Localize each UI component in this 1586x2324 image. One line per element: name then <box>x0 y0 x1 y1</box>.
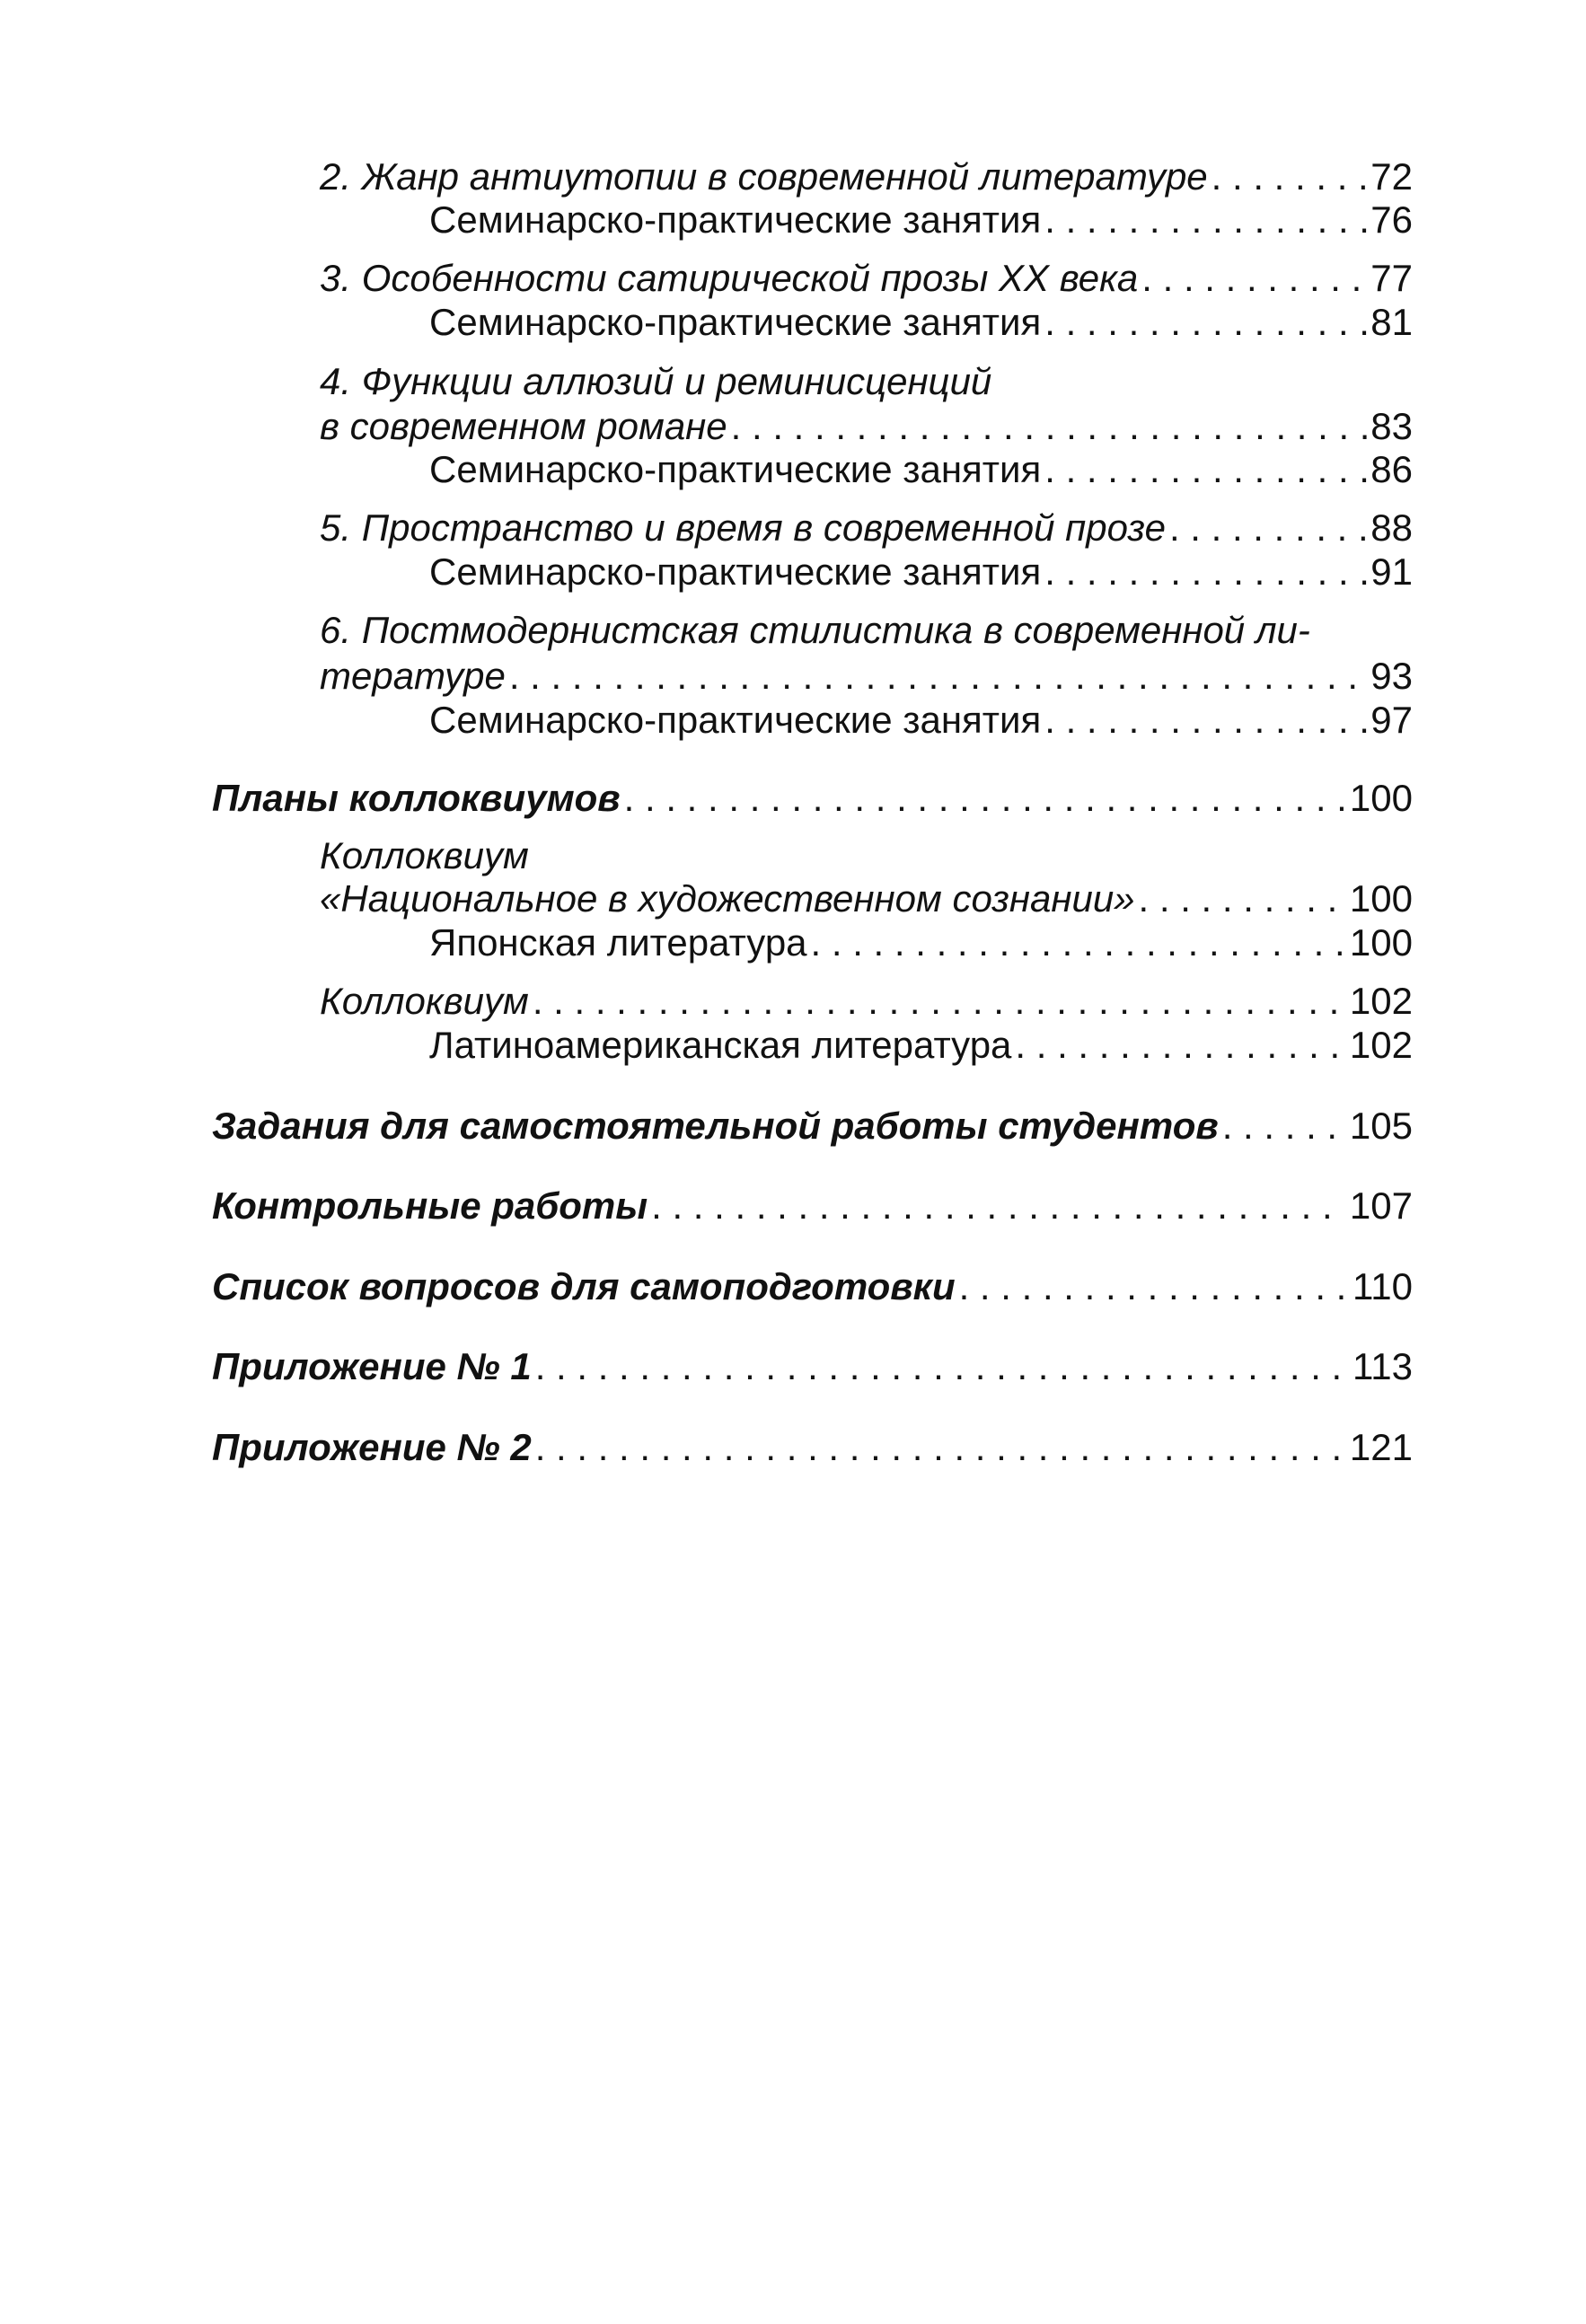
toc-entry-colloquium-1[interactable] <box>320 876 1413 921</box>
toc-entry-label: 3. Особенности сатирической прозы XX века <box>320 257 1139 299</box>
toc-entry-label: Приложение № 1 <box>212 1345 532 1387</box>
toc-page-number: 107 <box>1349 1184 1413 1227</box>
leader-dots <box>731 404 1368 449</box>
toc-entry-appendix-2[interactable] <box>212 1425 1413 1470</box>
toc-entry-colloquium-2-sub[interactable] <box>429 1023 1413 1068</box>
toc-page-number: 100 <box>1349 921 1413 964</box>
leader-dots <box>1044 198 1367 242</box>
toc-page-number: 81 <box>1370 301 1413 343</box>
leader-dots <box>509 654 1367 699</box>
toc-entry-label: Контрольные работы <box>212 1184 648 1227</box>
toc-entry-label: Список вопросов для самоподготовки <box>212 1265 956 1307</box>
leader-dots <box>959 1264 1349 1309</box>
toc-entry-self-study-questions[interactable] <box>212 1264 1413 1309</box>
toc-page-number: 77 <box>1370 257 1413 299</box>
leader-dots <box>1044 698 1367 743</box>
toc-page-number: 100 <box>1349 777 1413 819</box>
toc-entry-independent-work[interactable] <box>212 1104 1413 1149</box>
leader-dots <box>1141 256 1367 301</box>
toc-entry-label: Коллоквиум <box>320 980 529 1022</box>
toc-entry-label: Планы коллоквиумов <box>212 777 621 819</box>
toc-page-number: 102 <box>1349 980 1413 1022</box>
toc-entry-chapter-4-seminar[interactable] <box>429 447 1413 492</box>
leader-dots <box>1139 876 1346 921</box>
toc-page-number: 91 <box>1370 550 1413 593</box>
toc-entry-chapter-5-seminar[interactable] <box>429 550 1413 594</box>
toc-page-number: 88 <box>1370 506 1413 549</box>
toc-page-number: 105 <box>1349 1105 1413 1147</box>
toc-page-number: 83 <box>1370 405 1413 447</box>
toc-entry-label: Семинарско-практические занятия <box>429 301 1042 343</box>
toc-page-number: 102 <box>1349 1024 1413 1066</box>
toc-entry-label: Задания для самостоятельной работы студентов <box>212 1105 1219 1147</box>
toc-entry-label: тературе <box>320 655 506 697</box>
toc-page-number: 110 <box>1353 1265 1413 1307</box>
leader-dots <box>624 776 1346 821</box>
toc-entry-label: 2. Жанр антиутопии в современной литературе <box>320 155 1208 198</box>
toc-page-number: 97 <box>1370 699 1413 741</box>
toc-entry-chapter-2-seminar[interactable] <box>429 198 1413 242</box>
toc-entry-chapter-3[interactable] <box>320 256 1413 301</box>
leader-dots <box>535 1425 1346 1470</box>
leader-dots <box>533 979 1346 1024</box>
leader-dots <box>1212 154 1368 199</box>
toc-entry-chapter-3-seminar[interactable] <box>429 300 1413 345</box>
toc-page-number: 72 <box>1370 155 1413 198</box>
toc-entry-label: Латиноамериканская литература <box>429 1024 1012 1066</box>
toc-page-number: 113 <box>1353 1345 1413 1387</box>
toc-entry-chapter-4[interactable] <box>320 404 1413 449</box>
toc-entry-chapter-4-title-line: 4. Функции аллюзий и реминисценций <box>320 360 992 402</box>
toc-entry-label: «Национальное в художественном сознании» <box>320 877 1135 920</box>
toc-entry-label: Семинарско-практические занятия <box>429 198 1042 241</box>
leader-dots <box>1044 447 1367 492</box>
leader-dots <box>1015 1023 1346 1068</box>
toc-entry-chapter-5[interactable] <box>320 506 1413 550</box>
toc-entry-label: 5. Пространство и время в современной прозе <box>320 506 1166 549</box>
toc-entry-label: Приложение № 2 <box>212 1426 532 1468</box>
toc-page-number: 121 <box>1349 1426 1413 1468</box>
toc-page-number: 76 <box>1370 198 1413 241</box>
toc-entry-chapter-6-seminar[interactable] <box>429 698 1413 743</box>
toc-page-number: 93 <box>1370 655 1413 697</box>
toc-entry-colloquium-1-title-line: Коллоквиум <box>320 834 529 876</box>
leader-dots <box>651 1184 1346 1228</box>
leader-dots <box>1044 300 1367 345</box>
toc-entry-label: Семинарско-практические занятия <box>429 550 1042 593</box>
toc-entry-label: Семинарско-практические занятия <box>429 699 1042 741</box>
leader-dots <box>811 920 1346 965</box>
toc-entry-colloquium-2[interactable] <box>320 979 1413 1024</box>
toc-entry-label: Японская литература <box>429 921 807 964</box>
leader-dots <box>1044 550 1367 594</box>
toc-entry-label: Семинарско-практические занятия <box>429 448 1042 490</box>
leader-dots <box>1222 1104 1346 1149</box>
toc-entry-label: в современном романе <box>320 405 727 447</box>
toc-entry-chapter-6-title-line: 6. Постмодернистская стилистика в современной ли- <box>320 609 1310 651</box>
toc-page-number: 86 <box>1370 448 1413 490</box>
leader-dots <box>535 1344 1349 1389</box>
toc-entry-chapter-2[interactable] <box>320 154 1413 199</box>
toc-entry-chapter-6[interactable] <box>320 654 1413 699</box>
toc-entry-colloquia-plans[interactable] <box>212 776 1413 821</box>
toc-entry-colloquium-1-sub[interactable] <box>429 920 1413 965</box>
toc-entry-tests[interactable] <box>212 1184 1413 1228</box>
toc-entry-appendix-1[interactable] <box>212 1344 1413 1389</box>
toc-page-number: 100 <box>1349 877 1413 920</box>
leader-dots <box>1169 506 1367 550</box>
